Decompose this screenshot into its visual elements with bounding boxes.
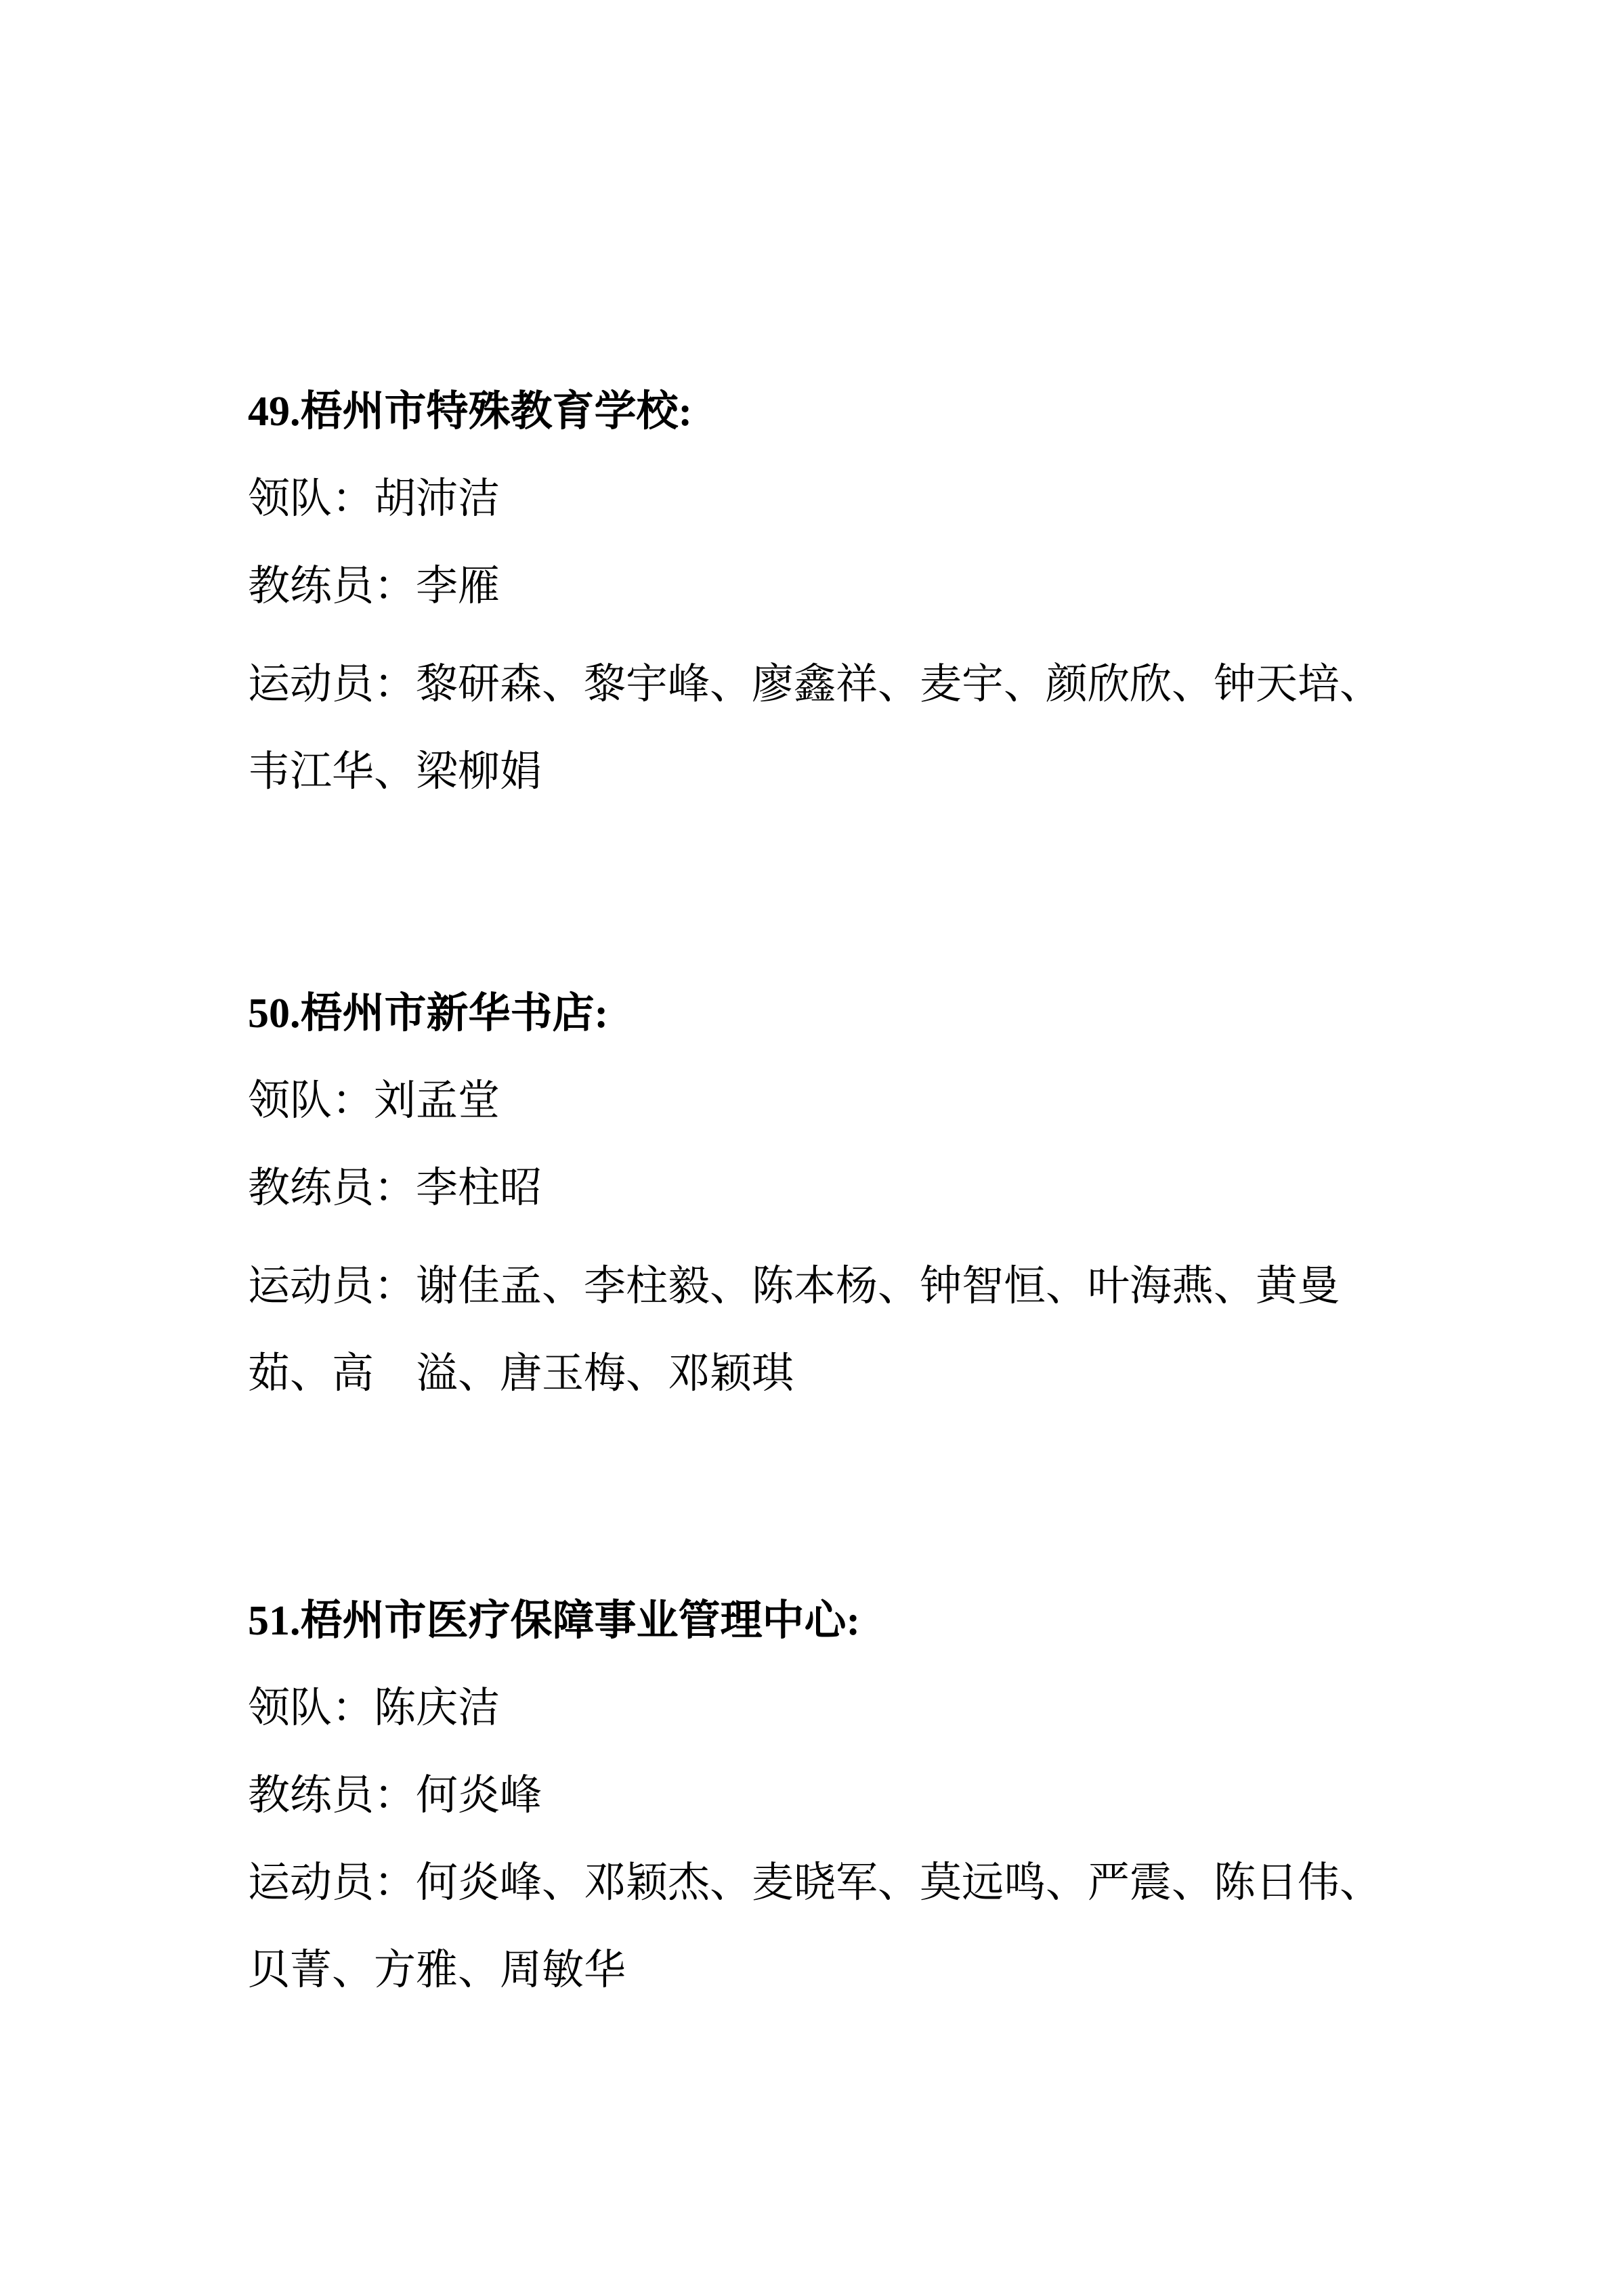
section-heading: 51.梧州市医疗保障事业管理中心: <box>248 1598 861 1644</box>
leader-line: 领队：胡沛洁 <box>248 476 500 522</box>
section-heading: 50.梧州市新华书店: <box>248 991 609 1037</box>
athletes-line: 运动员：黎研森、黎宇峰、廖鑫祥、麦宇、颜欣欣、钟天培、 <box>248 662 1382 708</box>
team-section-49 <box>248 368 1384 816</box>
athletes-line: 茹、高 溢、唐玉梅、邓颖琪 <box>248 1351 794 1397</box>
coach-line: 教练员：李柱昭 <box>248 1165 542 1211</box>
leader-line: 领队：刘孟堂 <box>248 1078 500 1124</box>
athletes-line: 贝菁、方雅、周敏华 <box>248 1947 626 1993</box>
athletes-line: 运动员：何炎峰、邓颖杰、麦晓军、莫远鸣、严震、陈日伟、 <box>248 1860 1382 1906</box>
coach-line: 教练员：何炎峰 <box>248 1773 542 1819</box>
athletes-line: 韦江华、梁柳娟 <box>248 749 542 795</box>
team-section-51 <box>248 1578 1384 2014</box>
team-section-50 <box>248 970 1384 1418</box>
section-heading: 49.梧州市特殊教育学校: <box>248 389 693 435</box>
coach-line: 教练员：李雁 <box>248 563 500 609</box>
leader-line: 领队：陈庆洁 <box>248 1685 500 1731</box>
athletes-line: 运动员：谢佳孟、李柱毅、陈本杨、钟智恒、叶海燕、黄曼 <box>248 1263 1340 1309</box>
page-content <box>248 0 1384 2014</box>
